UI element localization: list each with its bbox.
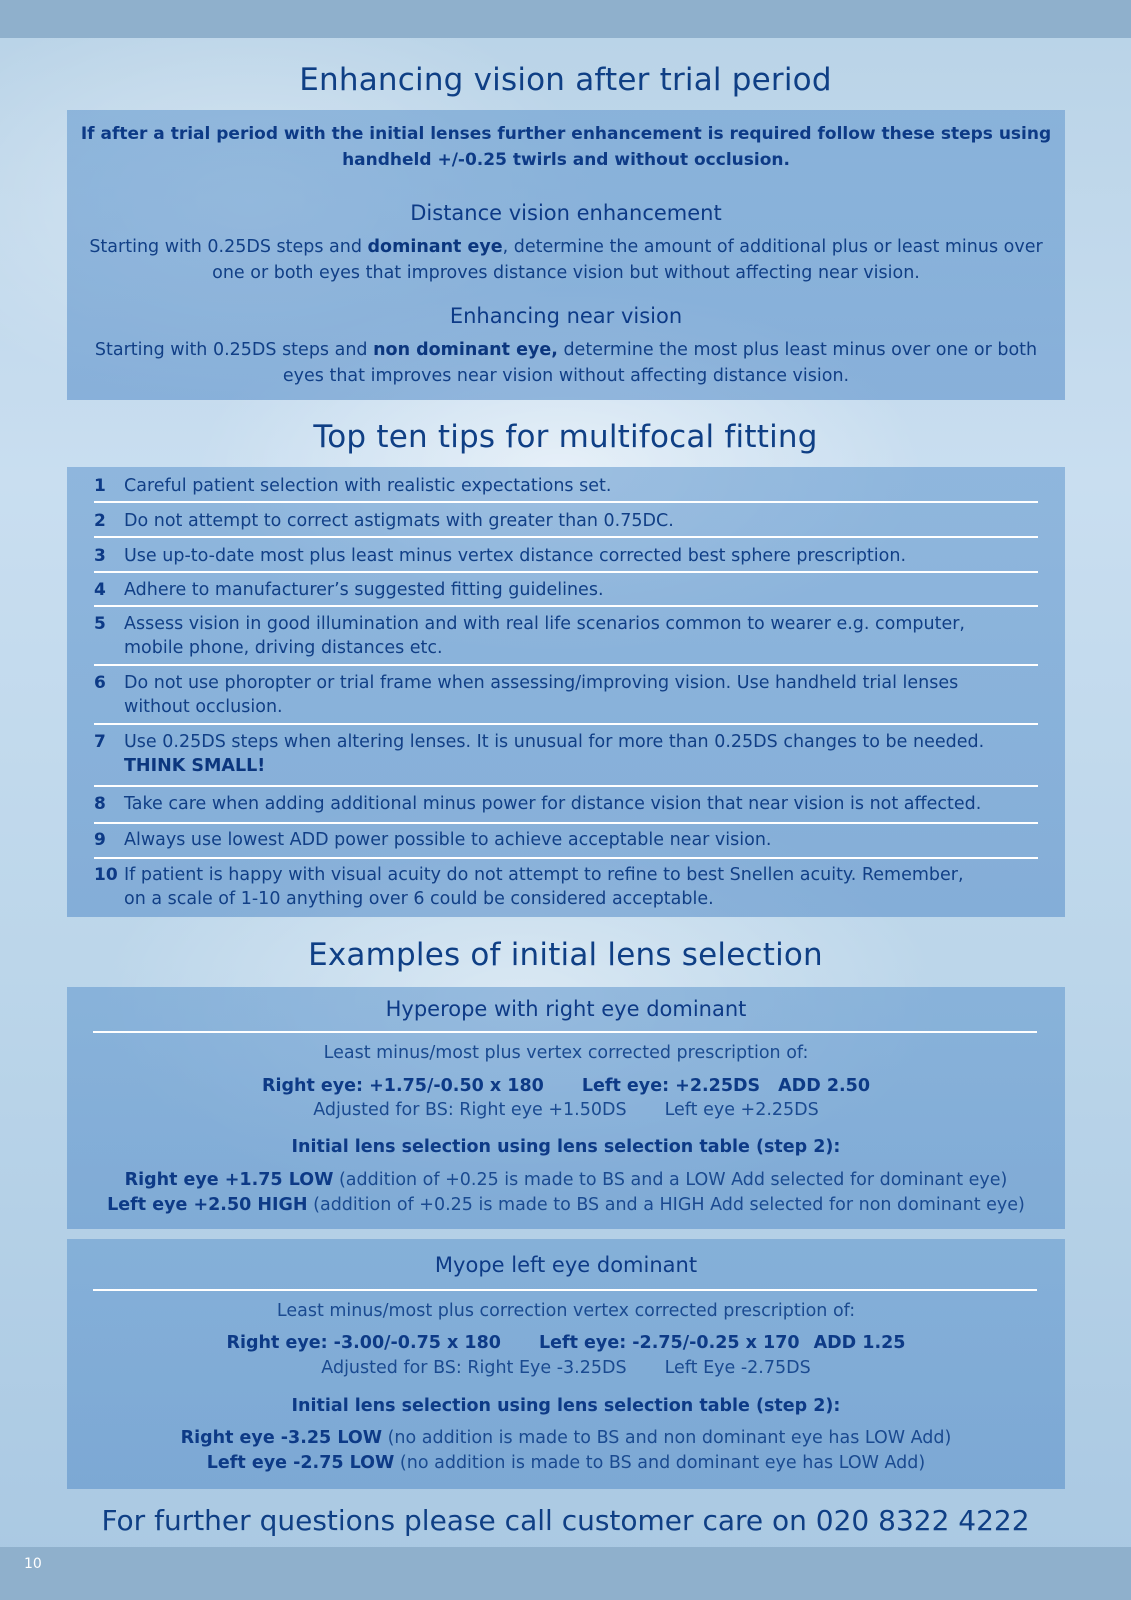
distance-vision-line-1: Starting with 0.25DS steps and dominant eye, determine the amount of additional plus or least minus over: [89, 237, 1043, 257]
hyperope-selection-right: Right eye +1.75 LOW (addition of +0.25 is made to BS and a LOW Add selected for dominant eye): [124, 1170, 1008, 1190]
tip-divider: [94, 723, 1038, 725]
customer-care-contact: For further questions please call customer care on 020 8322 4222: [101, 1504, 1030, 1537]
tips-panel: [67, 467, 1065, 917]
enhancing-vision-panel: [67, 110, 1065, 400]
tip-number: 2: [94, 511, 106, 531]
tip-text: Use 0.25DS steps when altering lenses. It is unusual for more than 0.25DS changes to be needed. THINK SMALL!: [124, 732, 985, 776]
tip-text: If patient is happy with visual acuity do not attempt to refine to best Snellen acuity. Remember, on a scale of 1-10 anything over 6 could be considered acceptable.: [124, 865, 964, 909]
tip-number: 5: [94, 614, 106, 634]
section-title-top-ten-tips: Top ten tips for multifocal fitting: [313, 419, 818, 455]
myope-prescription: Right eye: -3.00/-0.75 x 180 Left eye: -2.75/-0.25 x 170 ADD 1.25: [226, 1333, 906, 1353]
tip-number: 10: [94, 865, 118, 885]
hyperope-heading: Hyperope with right eye dominant: [385, 997, 747, 1021]
tip-divider: [94, 501, 1038, 503]
distance-vision-heading: Distance vision enhancement: [410, 201, 722, 225]
tip-number: 7: [94, 732, 106, 752]
tip-text: Use up-to-date most plus least minus vertex distance corrected best sphere prescription.: [124, 546, 907, 566]
top-bar: [0, 0, 1131, 38]
near-vision-line-1: Starting with 0.25DS steps and non dominant eye, determine the most plus least minus over one or both: [94, 340, 1038, 360]
intro-line-2: handheld +/-0.25 twirls and without occlusion.: [342, 150, 790, 170]
myope-divider: [93, 1289, 1037, 1291]
bottom-bar: [0, 1547, 1131, 1600]
hyperope-prescription: Right eye: +1.75/-0.50 x 180 Left eye: +2.25DS ADD 2.50: [261, 1076, 871, 1096]
tip-divider: [94, 857, 1038, 859]
hyperope-rx-intro: Least minus/most plus vertex corrected prescription of:: [323, 1043, 809, 1063]
myope-selection-left: Left eye -2.75 LOW (no addition is made to BS and dominant eye has LOW Add): [206, 1453, 926, 1473]
distance-vision-line-2: one or both eyes that improves distance vision but without affecting near vision.: [212, 263, 920, 283]
tip-number: 9: [94, 830, 106, 850]
page-number: 10: [24, 1556, 42, 1572]
tip-text: Adhere to manufacturer’s suggested fitting guidelines.: [124, 580, 604, 600]
tip-divider: [94, 785, 1038, 787]
hyperope-selection-left: Left eye +2.50 HIGH (addition of +0.25 is made to BS and a HIGH Add selected for non dominant eye): [107, 1195, 1025, 1215]
tip-divider: [94, 605, 1038, 607]
tip-text: Do not use phoropter or trial frame when assessing/improving vision. Use handheld trial lenses without occlusion.: [124, 673, 959, 717]
section-title-enhancing-vision: Enhancing vision after trial period: [299, 62, 832, 98]
tip-text: Take care when adding additional minus power for distance vision that near vision is not affected.: [124, 794, 982, 814]
near-vision-line-2: eyes that improves near vision without affecting distance vision.: [282, 366, 850, 386]
tip-text: Do not attempt to correct astigmats with greater than 0.75DC.: [124, 511, 674, 531]
tip-divider: [94, 822, 1038, 824]
myope-adjusted: Adjusted for BS: Right Eye -3.25DS Left Eye -2.75DS: [321, 1358, 811, 1378]
myope-example-panel: [67, 1239, 1065, 1489]
hyperope-example-panel: [67, 987, 1065, 1229]
tip-divider: [94, 664, 1038, 666]
tip-divider: [94, 571, 1038, 573]
tip-divider: [94, 536, 1038, 538]
tip-number: 1: [94, 476, 106, 496]
tip-number: 8: [94, 794, 106, 814]
hyperope-adjusted: Adjusted for BS: Right eye +1.50DS Left eye +2.25DS: [313, 1100, 819, 1120]
intro-line-1: If after a trial period with the initial lenses further enhancement is required follow these steps using: [80, 124, 1052, 144]
myope-heading: Myope left eye dominant: [434, 1253, 698, 1277]
tip-text: Always use lowest ADD power possible to achieve acceptable near vision.: [124, 830, 772, 850]
near-vision-heading: Enhancing near vision: [449, 304, 683, 328]
tip-number: 3: [94, 546, 106, 566]
tip-text: Assess vision in good illumination and with real life scenarios common to wearer e.g. computer, mobile phone, driving distances etc.: [124, 614, 965, 658]
section-title-examples: Examples of initial lens selection: [308, 937, 823, 973]
myope-rx-intro: Least minus/most plus correction vertex corrected prescription of:: [276, 1301, 856, 1321]
myope-selection-right: Right eye -3.25 LOW (no addition is made to BS and non dominant eye has LOW Add): [180, 1428, 952, 1448]
hyperope-selection-heading: Initial lens selection using lens selection table (step 2):: [291, 1137, 841, 1157]
tip-number: 6: [94, 673, 106, 693]
hyperope-divider: [93, 1031, 1037, 1033]
tip-text: Careful patient selection with realistic expectations set.: [124, 476, 612, 496]
myope-selection-heading: Initial lens selection using lens selection table (step 2):: [291, 1396, 841, 1416]
tip-number: 4: [94, 580, 106, 600]
